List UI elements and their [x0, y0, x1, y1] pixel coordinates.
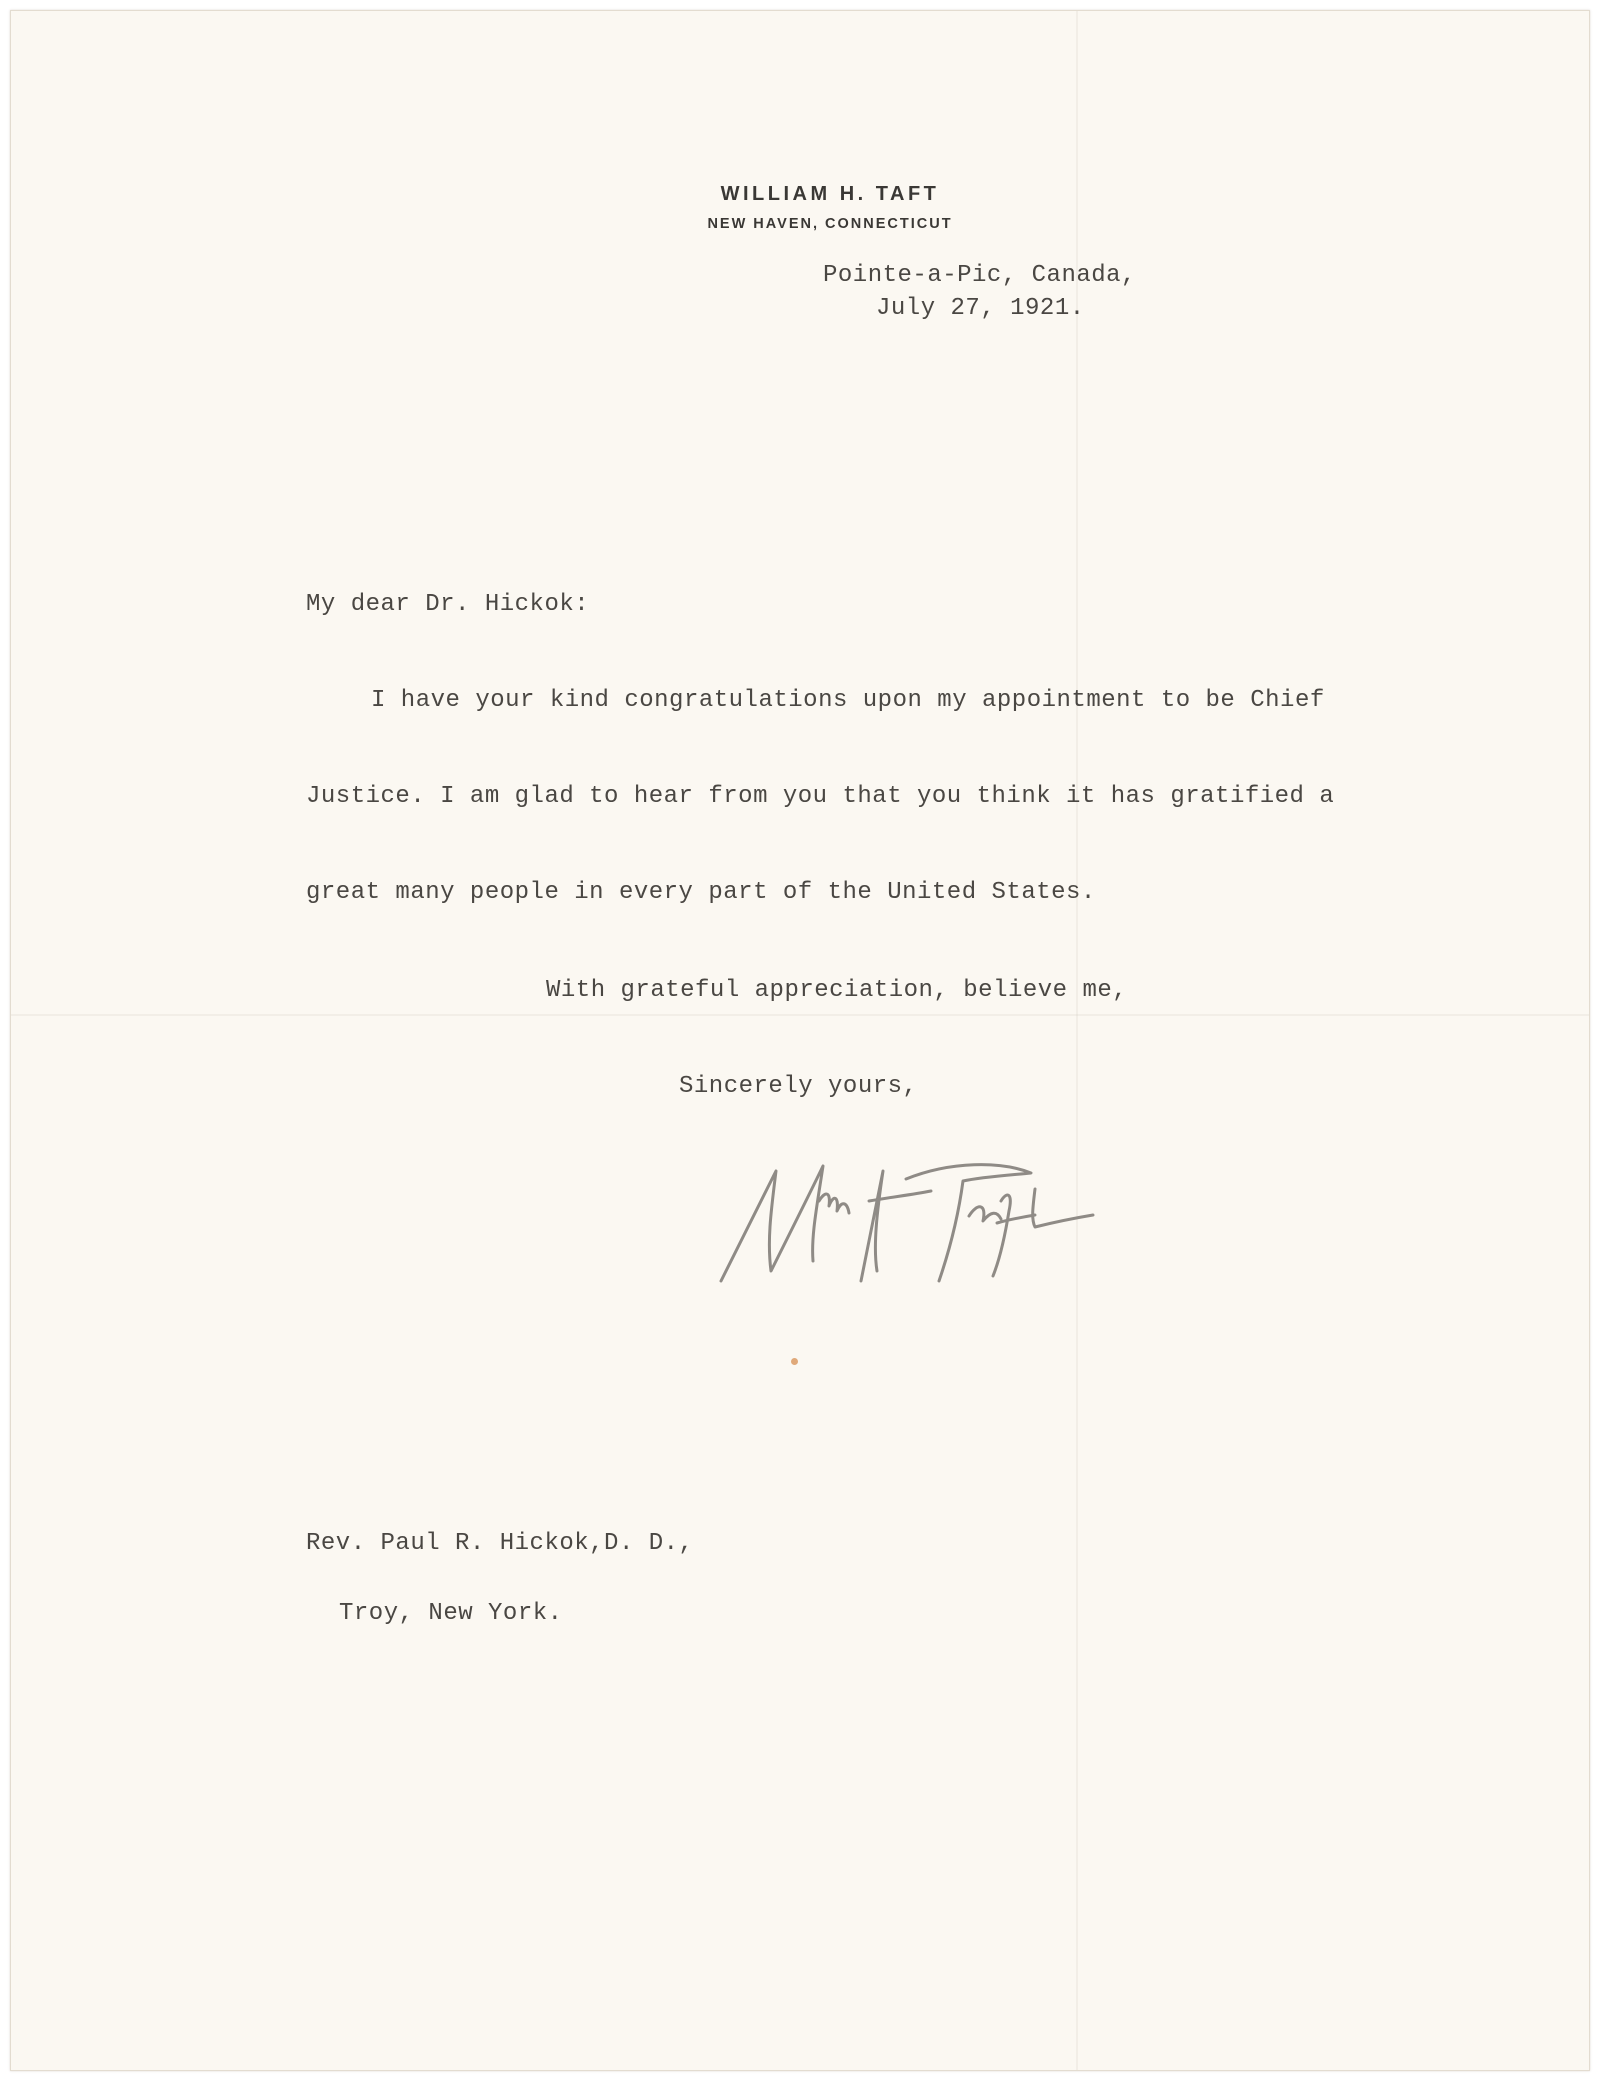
horizontal-fold-line	[11, 1014, 1589, 1016]
dateline-date: July 27, 1921.	[876, 295, 1085, 322]
closing-line: With grateful appreciation, believe me,	[546, 977, 1128, 1004]
letter-sheet	[10, 10, 1590, 2071]
salutation: My dear Dr. Hickok:	[306, 591, 590, 618]
body-line-2: Justice. I am glad to hear from you that you think it has gratified a	[306, 783, 1335, 810]
dateline-place: Pointe-a-Pic, Canada,	[823, 262, 1136, 289]
recipient-name: Rev. Paul R. Hickok,D. D.,	[306, 1530, 694, 1557]
letterhead-name: WILLIAM H. TAFT	[720, 183, 940, 205]
recipient-address: Troy, New York.	[339, 1600, 563, 1627]
handwritten-signature-icon	[701, 1131, 1121, 1291]
body-line-1: I have your kind congratulations upon my appointment to be Chief	[371, 687, 1325, 714]
paper-spot	[791, 1358, 798, 1365]
body-line-3: great many people in every part of the United States.	[306, 879, 1096, 906]
letterhead-city: NEW HAVEN, CONNECTICUT	[707, 216, 953, 232]
complimentary-close: Sincerely yours,	[679, 1073, 918, 1100]
letterhead	[11, 183, 1589, 232]
